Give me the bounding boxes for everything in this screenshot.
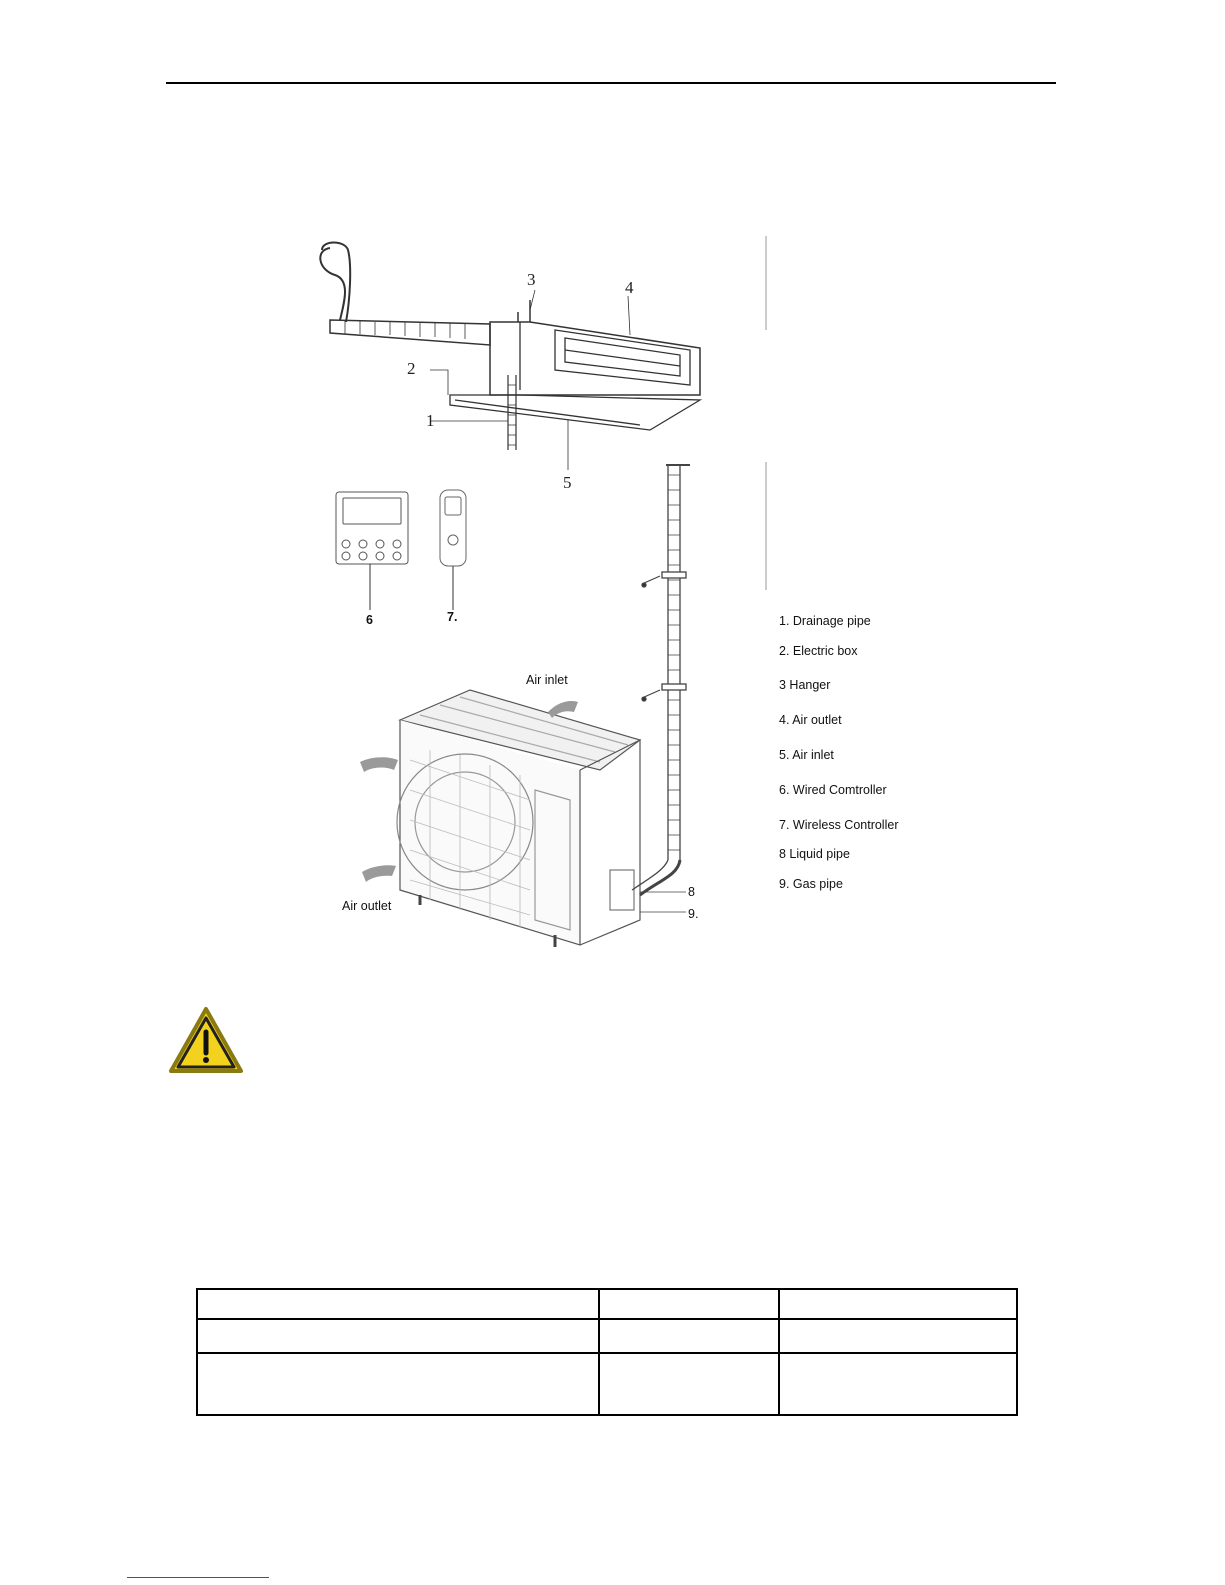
air-inlet-label: Air inlet	[526, 673, 568, 687]
table-cell	[599, 1353, 779, 1415]
outdoor-unit	[397, 690, 640, 947]
table-cell	[599, 1319, 779, 1353]
air-outlet-label: Air outlet	[342, 899, 392, 913]
legend-item: 8 Liquid pipe	[779, 847, 850, 861]
table-cell	[779, 1289, 1017, 1319]
table-cell	[599, 1289, 779, 1319]
callout-4: 4	[625, 278, 634, 297]
legend-item: 6. Wired Comtroller	[779, 783, 887, 797]
table-row	[197, 1289, 1017, 1319]
table-row	[197, 1353, 1017, 1415]
table-cell	[197, 1353, 599, 1415]
table-cell	[197, 1319, 599, 1353]
indoor-unit	[320, 236, 766, 470]
legend-item: 3 Hanger	[779, 678, 831, 692]
warning-icon	[168, 1006, 244, 1074]
legend-item: 1. Drainage pipe	[779, 614, 871, 628]
callout-7: 7.	[447, 610, 458, 624]
callout-8: 8	[688, 885, 695, 899]
callout-3: 3	[527, 270, 536, 289]
legend-item: 7. Wireless Controller	[779, 818, 899, 832]
callout-2: 2	[407, 359, 416, 378]
callout-1: 1	[426, 411, 435, 430]
callout-5: 5	[563, 473, 572, 492]
legend-item: 9. Gas pipe	[779, 877, 843, 891]
callout-6: 6	[366, 613, 373, 627]
pipe-run	[632, 462, 766, 912]
wireless-controller-drawing	[440, 490, 466, 610]
footer-link-underline[interactable]	[127, 1577, 269, 1578]
wired-controller-drawing	[336, 492, 408, 610]
table-row	[197, 1319, 1017, 1353]
legend-item: 4. Air outlet	[779, 713, 842, 727]
table-cell	[197, 1289, 599, 1319]
legend-item: 5. Air inlet	[779, 748, 834, 762]
callout-9: 9.	[688, 907, 699, 921]
table-cell	[779, 1319, 1017, 1353]
table-cell	[779, 1353, 1017, 1415]
spec-table	[196, 1288, 1018, 1416]
legend-item: 2. Electric box	[779, 644, 858, 658]
